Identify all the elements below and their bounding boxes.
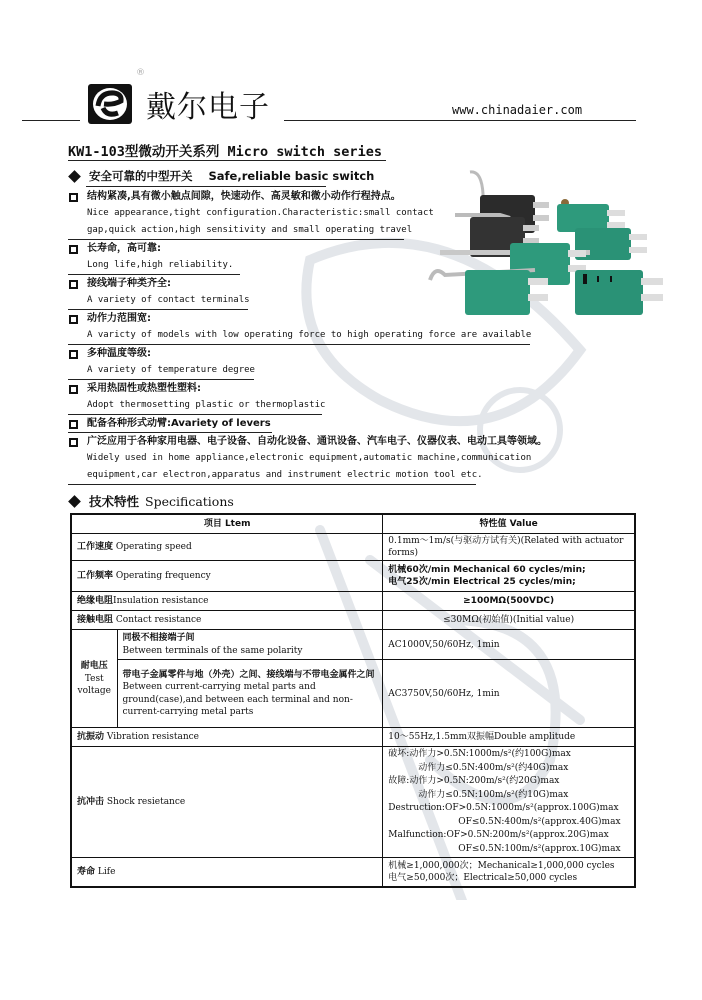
checkbox-bullet-icon <box>69 315 78 324</box>
row-label: 抗振动 Vibration resistance <box>71 728 383 747</box>
feature-rule <box>68 432 272 433</box>
row-label: 抗冲击 Shock resietance <box>71 747 383 858</box>
specifications-table <box>70 513 636 888</box>
series-title-underline <box>68 160 386 161</box>
feature-cn: 采用热固性或热塑性塑料: <box>87 383 201 394</box>
feature-item <box>68 416 568 433</box>
website-link[interactable]: www.chinadaier.com <box>452 103 583 117</box>
feature-cn: 结构紧凑,具有微小触点间隙，快速动作、高灵敏和微小动作行程持点。 <box>87 191 401 202</box>
checkbox-bullet-icon <box>69 193 78 202</box>
test-voltage-sub-label: 带电子金属零件与地（外壳）之间、接线端与不带电金属件之间 Between current-carrying metal parts and ground(case),and between each terminal and non-current-carrying metal parts <box>117 660 383 728</box>
feature-en: Nice appearance,tight configuration.Characteristic:small contact <box>87 208 434 218</box>
feature-cn: 动作力范围宽: <box>87 313 151 324</box>
table-row <box>71 747 635 858</box>
feature-cn: 接线端子种类齐全: <box>87 278 171 289</box>
feature-en: gap,quick action,high sensitivity and small operating travel <box>87 225 413 235</box>
checkbox-bullet-icon <box>69 280 78 289</box>
table-header-row <box>71 514 635 533</box>
feature-rule <box>68 414 322 415</box>
feature-rule <box>68 274 240 275</box>
specifications-heading <box>68 492 234 510</box>
registered-mark: ® <box>136 68 145 78</box>
checkbox-bullet-icon <box>69 350 78 359</box>
diamond-bullet-icon <box>68 170 81 183</box>
row-label: 工作频率 Operating frequency <box>71 561 383 592</box>
feature-cn: 长寿命，高可靠: <box>87 243 161 254</box>
row-value: 破坏:动作力>0.5N:1000m/s²(约100G)max 动作力≤0.5N:400m/s²(约40G)max 故障:动作力>0.5N:200m/s²(约20G)max 动作力≤0.5N:100m/s²(约10G)max Destruction:OF>0.5N:1000m/s²(approx.100G)max OF≤0.5N:400m/s²(approx.40G)max Malfunction:OF>0.5N:200m/s²(approx.20G)max OF≤0.5N:100m/s²(approx.10G)max <box>383 747 635 858</box>
feature-en: A varicty of models with low operating force to high operating force are available <box>87 330 532 340</box>
feature-cn: 配备各种形式动臂:Avariety of levers <box>87 418 271 429</box>
features-heading-cn: 安全可靠的中型开关 <box>89 169 193 183</box>
company-logo-icon <box>88 84 132 124</box>
test-voltage-sub-label: 同极不相接端子间 Between terminals of the same polarity <box>117 630 383 660</box>
checkbox-bullet-icon <box>69 420 78 429</box>
row-value: 10～55Hz,1.5mm双振幅Double amplitude <box>383 728 635 747</box>
test-voltage-label: 耐电压 Test voltage <box>71 630 117 728</box>
column-header-value: 特性值 Value <box>383 514 635 533</box>
feature-rule <box>68 484 476 485</box>
row-value: AC1000V,50/60Hz, 1min <box>383 630 635 660</box>
header-rule-right <box>284 120 636 121</box>
table-row <box>71 728 635 747</box>
checkbox-bullet-icon <box>69 438 78 447</box>
row-value: 0.1mm～1m/s(与驱动方试有关)(Related with actuator forms) <box>383 533 635 561</box>
row-value: ≤30MΩ(初始值)(Initial value) <box>383 611 635 630</box>
feature-item <box>68 381 568 415</box>
feature-item <box>68 346 568 380</box>
row-label: 接触电阻 Contact resistance <box>71 611 383 630</box>
table-row <box>71 592 635 611</box>
series-title: KW1-103型微动开关系列 Micro switch series <box>68 144 382 160</box>
table-row <box>71 561 635 592</box>
specifications-heading-cn: 技术特性 <box>89 494 140 509</box>
document-header <box>0 60 702 130</box>
checkbox-bullet-icon <box>69 245 78 254</box>
feature-en: Adopt thermosetting plastic or thermoplastic <box>87 400 326 410</box>
table-row <box>71 660 635 728</box>
row-value: 机械≥1,000,000次；Mechanical≥1,000,000 cycles 电气≥50,000次；Electrical≥50,000 cycles <box>383 858 635 887</box>
micro-switch-product-image <box>425 170 670 335</box>
feature-rule <box>68 344 530 345</box>
feature-cn: 广泛应用于各种家用电器、电子设备、自动化设备、通讯设备、汽车电子、仪器仪表、电动工具等领域。 <box>87 436 547 447</box>
features-heading-en: Safe,reliable basic switch <box>208 169 375 183</box>
row-label: 寿命 Life <box>71 858 383 887</box>
feature-en: Widely used in home appliance,electronic equipment,automatic machine,communication <box>87 453 532 463</box>
row-label: 绝缘电阻Insulation resistance <box>71 592 383 611</box>
brand-name: 戴尔电子 <box>146 90 270 125</box>
row-value: 机械60次/min Mechanical 60 cycles/min; 电气25次/min Electrical 25 cycles/min; <box>383 561 635 592</box>
row-label: 工作速度 Operating speed <box>71 533 383 561</box>
table-row <box>71 858 635 887</box>
features-heading-rule <box>86 186 326 187</box>
row-value: AC3750V,50/60Hz, 1min <box>383 660 635 728</box>
feature-rule <box>68 379 254 380</box>
table-row <box>71 630 635 660</box>
column-header-item: 项目 Ltem <box>71 514 383 533</box>
feature-en: A variety of contact terminals <box>87 295 250 305</box>
feature-rule <box>68 239 404 240</box>
table-row <box>71 611 635 630</box>
diamond-bullet-icon <box>68 495 81 508</box>
header-rule-left <box>22 120 80 121</box>
feature-en: A variety of temperature degree <box>87 365 255 375</box>
table-row <box>71 533 635 561</box>
specifications-heading-en: Specifications <box>145 493 234 509</box>
feature-cn: 多种温度等级: <box>87 348 151 359</box>
feature-en: equipment,car electron,apparatus and instrument electric motion tool etc. <box>87 470 483 480</box>
feature-rule <box>68 309 248 310</box>
feature-item <box>68 434 568 485</box>
row-value: ≥100MΩ(500VDC) <box>383 592 635 611</box>
checkbox-bullet-icon <box>69 385 78 394</box>
feature-en: Long life,high reliability. <box>87 260 234 270</box>
